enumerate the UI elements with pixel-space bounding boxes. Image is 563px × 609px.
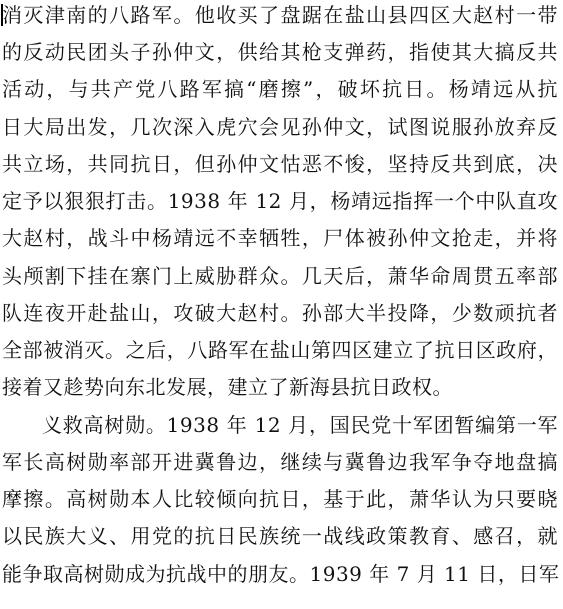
text-line: 接着又趁势向东北发展，建立了新海县抗日政权。 <box>2 375 453 399</box>
text-line: 军长高树勋率部开进冀鲁边，继续与冀鲁边我军争夺地盘搞 <box>2 450 558 474</box>
text-line: 摩擦。高树勋本人比较倾向抗日，基于此，萧华认为只要晓 <box>2 487 558 511</box>
text-line: 头颅割下挂在寨门上威胁群众。几天后，萧华命周贯五率部 <box>2 264 558 288</box>
text-line: 队连夜开赴盐山，攻破大赵村。孙部大半投降，少数顽抗者 <box>2 301 558 325</box>
paragraph-start-line: 义救高树勋。1938 年 12 月，国民党十军团暂编第一军 <box>42 413 558 437</box>
text-line: 的反动民团头子孙仲文，供给其枪支弹药，指使其大搞反共 <box>2 40 558 64</box>
text-line: 全部被消灭。之后，八路军在盐山第四区建立了抗日区政府， <box>2 338 558 362</box>
text-line: 日大局出发，几次深入虎穴会见孙仲文，试图说服孙放弃反 <box>2 115 558 139</box>
text-line: 定予以狠狠打击。1938 年 12 月，杨靖远指挥一个中队直攻 <box>2 189 558 213</box>
text-line: 以民族大义、用党的抗日民族统一战线政策教育、感召，就 <box>2 524 558 548</box>
text-line: 活动，与共产党八路军搞“磨擦”，破坏抗日。杨靖远从抗 <box>2 77 558 101</box>
text-line: 消灭津南的八路军。他收买了盘踞在盐山县四区大赵村一带 <box>2 3 558 27</box>
text-line: 共立场，共同抗日，但孙仲文怙恶不悛，坚持反共到底，决 <box>2 152 558 176</box>
text-line: 大赵村，战斗中杨靖远不幸牺牲，尸体被孙仲文抢走，并将 <box>2 226 558 250</box>
text-line: 能争取高树勋成为抗战中的朋友。1939 年 7 月 11 日，日军 <box>2 562 560 586</box>
